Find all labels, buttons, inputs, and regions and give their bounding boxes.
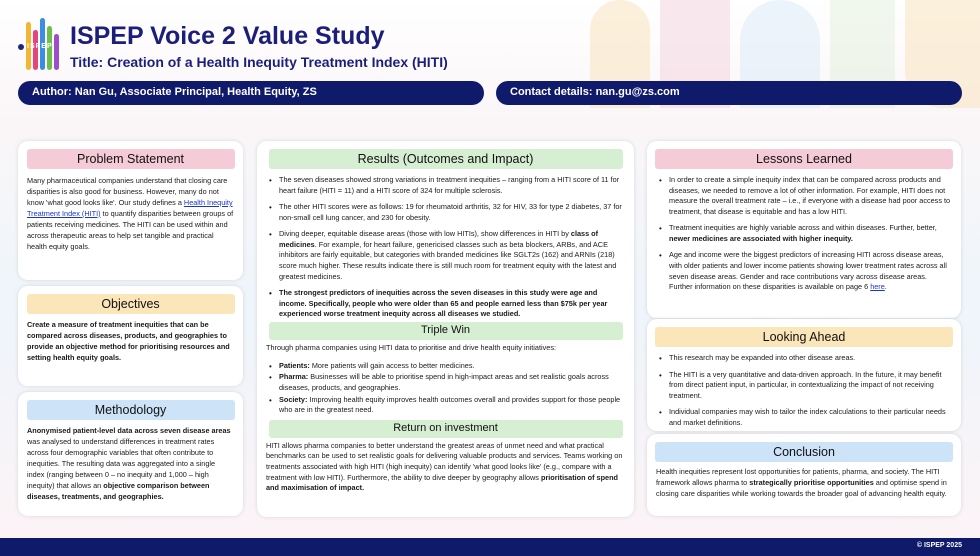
list-item: • Individual companies may wish to tailor the index calculations to their particular needs and market definitions. [657,407,951,428]
results-heading: Results (Outcomes and Impact) [269,149,623,169]
poster-title: ISPEP Voice 2 Value Study [70,22,385,50]
logo-text: ISPEP [27,43,53,50]
contact-pill: Contact details: nan.gu@zs.com [496,81,962,105]
lessons-learned-card [647,141,961,318]
methodology-text: Anonymised patient-level data across seven disease areas was analysed to understand differences in treatment rates across four demographic variables that often contribute to inequities. The resulting data was aggregated into a single index (ranging between 0 – no inequity and 1,000 – high inequity) that allows an objective comparison between diseases, treatments, and geographies. [27,426,231,501]
looking-ahead-heading: Looking Ahead [655,327,953,347]
methodology-heading: Methodology [27,400,235,420]
triple-win-list [257,361,634,416]
list-item: • Age and income were the biggest predictors of increasing HITI across disease areas, with older patients and lower income patients showing lower treatment rates across all seven disease areas. Gender and race contributions vary across disease areas. Further information on these disparities is available on page 6 here. [657,250,951,292]
page-6-link[interactable]: here [870,282,885,292]
list-item: • In order to create a simple inequity index that can be compared across products and diseases, we needed to remove a lot of other information. For example, HITI does not measure the overall treatment rate – i.e., if everyone with a disease had poor access to treatment, that disease is equitable and has a low HITI. [657,175,951,217]
triple-win-heading: Triple Win [269,322,623,340]
author-pill: Author: Nan Gu, Associate Principal, Health Equity, ZS [18,81,484,105]
poster-header [0,0,980,110]
list-item: • The other HITI scores were as follows: 19 for rheumatoid arthritis, 32 for HIV, 33 for type 2 diabetes, 37 for non-small cell lung cancer, and 230 for obesity. [267,202,624,223]
results-list [257,175,634,320]
roi-heading: Return on investment [269,420,623,438]
problem-statement-text: Many pharmaceutical companies understand that closing care disparities is also good for business. However, many do not know 'what good looks like'. Our study defines a Health Inequity Treatment Index (HITI) to quantify disparities between groups of patients receiving medicines. The HITI can be used within and across therapeutic areas to help set tangible and practical health equity goals. [27,176,234,251]
conclusion-heading: Conclusion [655,442,953,462]
hiti-link[interactable]: Health Inequity Treatment Index (HITI) [27,197,233,218]
lessons-learned-heading: Lessons Learned [655,149,953,169]
list-item: • Diving deeper, equitable disease areas (those with low HITIs), show differences in HITI by class of medicines. For example, for heart failure, genericised classes such as beta blockers, ARBs, and ACE inhibitors are fairly equitable, but categories with branded medicines like SGLT2s (162) and ARNIs (218) score much higher. These results indicate there is still much room for treatment equity with the latest and greatest medicines. [267,229,624,282]
problem-statement-heading: Problem Statement [27,149,235,169]
list-item: • This research may be expanded into other disease areas. [657,353,951,364]
roi-text: HITI allows pharma companies to better understand the greatest areas of unmet need and what practical benchmarks can be used to set realistic goals for delivering valuable products and services. Teams working on treatments associated with high HITI (high inequity) can identify 'what good looks like' (e.g., compare with a treatment with low HITI). Furthermore, the ability to dive deeper by geography allows prioritisation of spend and maximisation of impact. [266,440,623,493]
lessons-list [647,175,961,293]
ispep-logo [16,18,62,70]
conclusion-card [647,434,961,516]
methodology-card [18,392,243,516]
triple-win-intro: Through pharma companies using HITI data to prioritise and drive health equity initiatives: [266,342,557,352]
list-item: • The strongest predictors of inequities across the seven diseases in this study were age and income. Specifically, people who were older than 65 and people earned less than $75k per year experienced worse treatment inequity across all diseases we studied. [267,288,624,320]
list-item: • Patients: More patients will gain access to better medicines. [267,361,624,372]
list-item: • The HITI is a very quantitative and data-driven approach. In the future, it may benefit from direct patient input, in particular, in contextualizing the impact of not receiving treatment. [657,370,951,402]
copyright-text: © ISPEP 2025 [916,542,962,549]
looking-ahead-list [647,353,961,428]
objectives-heading: Objectives [27,294,235,314]
list-item: • The seven diseases showed strong variations in treatment inequities – ranging from a HITI score of 11 for heart failure (HITI = 11) and a HITI score of 324 for multiple sclerosis. [267,175,624,196]
poster-subtitle: Title: Creation of a Health Inequity Treatment Index (HITI) [70,54,448,70]
looking-ahead-card [647,319,961,431]
conclusion-text: Health inequities represent lost opportunities for patients, pharma, and society. The HITI framework allows pharma to strategically prioritise opportunities and optimise spend in closing care disparities while working towards the broader goal of advancing health equity. [656,467,947,498]
list-item: • Treatment inequities are highly variable across and within diseases. Further, better, newer medicines are associated with higher inequity. [657,223,951,244]
objectives-text: Create a measure of treatment inequities that can be compared across diseases, products, and geographies to provide an objective method for prioritising resources and setting health equity goals. [27,320,230,362]
footer-bar [0,538,980,556]
list-item: • Society: Improving health equity improves health outcomes overall and provides support for those people who are in the greatest need. [267,395,624,416]
objectives-card [18,286,243,386]
results-card [257,141,634,517]
problem-statement-card [18,141,243,280]
list-item: • Pharma: Businesses will be able to prioritise spend in high-impact areas and set realistic goals across diseases, products, and geographies. [267,372,624,393]
